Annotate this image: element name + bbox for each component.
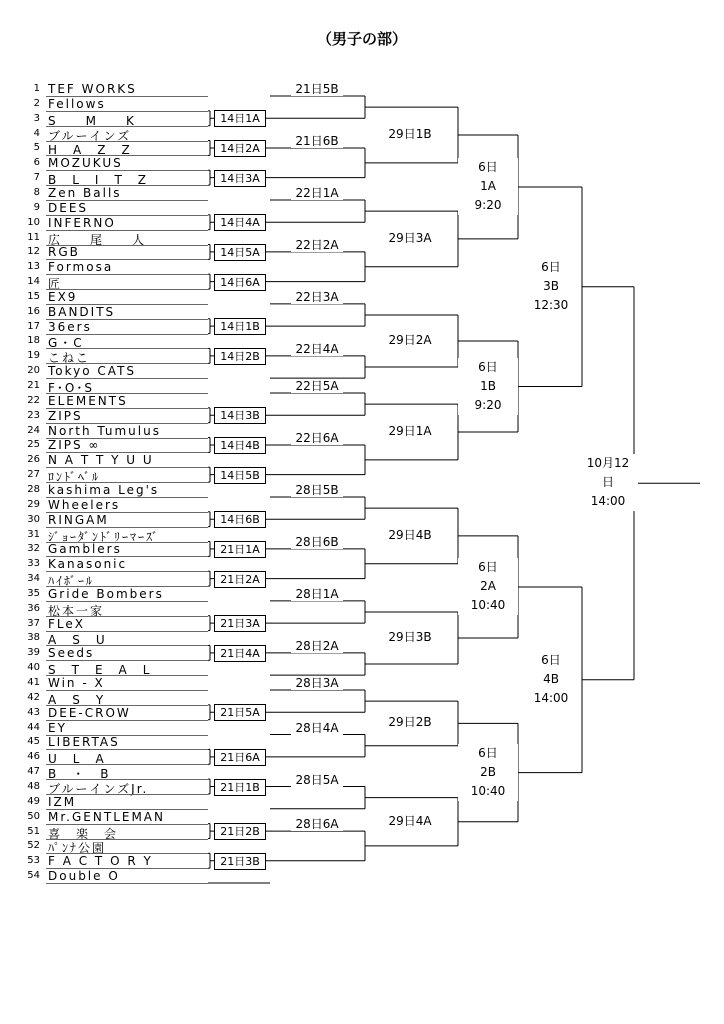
team-name: こねこ xyxy=(48,351,91,366)
team-number: 24 xyxy=(27,424,40,436)
team-name: EX9 xyxy=(48,289,78,304)
team-number: 20 xyxy=(27,365,40,377)
team-number: 31 xyxy=(27,528,40,540)
match-label-line: 6日 xyxy=(478,159,498,174)
team-name: EY xyxy=(48,720,67,735)
round2-match: 22日1A xyxy=(291,186,343,200)
team-number: 12 xyxy=(27,246,40,258)
team-name: North Tumulus xyxy=(48,423,161,438)
team-name: ﾊｲﾎﾞｰﾙ xyxy=(48,574,95,589)
match-label-line: 4B xyxy=(543,671,559,686)
match-label-line: 6日 xyxy=(541,652,561,667)
round1-match: 14日1B xyxy=(214,318,266,335)
team-name: 広 尾 人 xyxy=(48,232,147,247)
team-name: BANDITS xyxy=(48,304,116,319)
team-number: 2 xyxy=(33,97,40,109)
team-name: ZIPS ∞ xyxy=(48,438,101,453)
round2-match: 21日5B xyxy=(291,82,343,96)
round2-match: 28日5A xyxy=(291,773,343,787)
team-name: DEES xyxy=(48,200,89,215)
match-label-line: 9:20 xyxy=(474,197,502,212)
round2-match: 28日3A xyxy=(291,676,343,690)
team-name: B ・ B xyxy=(48,767,111,782)
team-number: 18 xyxy=(27,335,40,347)
team-name: A S U xyxy=(48,633,107,648)
team-number: 8 xyxy=(33,186,40,198)
team-number: 3 xyxy=(33,112,40,124)
round2-match: 28日6A xyxy=(291,817,343,831)
team-number: 37 xyxy=(27,617,40,629)
team-number: 11 xyxy=(27,231,40,243)
team-name: ブルーインズJr. xyxy=(48,781,149,796)
team-number: 50 xyxy=(27,810,40,822)
team-name: S M K xyxy=(48,113,136,128)
team-number: 28 xyxy=(27,483,40,495)
team-name: ELEMENTS xyxy=(48,393,128,408)
team-name: ZIPS xyxy=(48,408,83,423)
round2-match: 21日6B xyxy=(291,134,343,148)
round1-match: 21日2B xyxy=(214,823,266,840)
round1-match: 21日3A xyxy=(214,615,266,632)
team-name: U L A xyxy=(48,752,106,767)
team-number: 17 xyxy=(27,320,40,332)
match-label-line: 日 xyxy=(601,475,614,490)
team-number: 39 xyxy=(27,647,40,659)
team-number: 10 xyxy=(27,216,40,228)
team-number: 36 xyxy=(27,602,40,614)
match-label-line: 9:20 xyxy=(474,397,502,412)
round1-match: 21日6A xyxy=(214,749,266,766)
team-name: ﾊﾟﾝﾅ公園 xyxy=(48,841,107,856)
team-name: S T E A L xyxy=(48,663,152,678)
team-name: 36ers xyxy=(48,319,92,334)
round2-match: 28日2A xyxy=(291,639,343,653)
team-number: 7 xyxy=(33,172,40,184)
round1-match: 14日5B xyxy=(214,467,266,484)
team-number: 33 xyxy=(27,558,40,570)
round1-match: 14日5A xyxy=(214,244,266,261)
team-name: A S Y xyxy=(48,692,106,707)
team-number: 19 xyxy=(27,350,40,362)
team-number: 51 xyxy=(27,825,40,837)
match-label-line: 1A xyxy=(480,178,496,193)
team-number: 5 xyxy=(33,142,40,154)
team-name: DEE-CROW xyxy=(48,705,131,720)
team-name: Mr.GENTLEMAN xyxy=(48,809,165,824)
team-name: 匠 xyxy=(48,277,63,292)
final-match xyxy=(578,454,638,511)
team-number: 32 xyxy=(27,543,40,555)
team-number: 43 xyxy=(27,706,40,718)
team-number: 22 xyxy=(27,394,40,406)
team-name: MOZUKUS xyxy=(48,156,123,171)
round2-match: 28日6B xyxy=(291,535,343,549)
team-number: 53 xyxy=(27,855,40,867)
team-number: 49 xyxy=(27,795,40,807)
match-label-line: 6日 xyxy=(478,559,498,574)
team-name: Zen Balls xyxy=(48,185,122,200)
team-name: kashima Leg's xyxy=(48,482,160,497)
team-name: INFERNO xyxy=(48,215,116,230)
match-label-line: 14:00 xyxy=(533,690,569,705)
team-number: 47 xyxy=(27,766,40,778)
team-name: Seeds xyxy=(48,646,95,661)
team-name: H A Z Z xyxy=(48,143,132,158)
round1-match: 21日5A xyxy=(214,704,266,721)
round3-match: 29日4B xyxy=(385,528,435,542)
round4-match xyxy=(458,744,518,801)
round3-match: 29日1B xyxy=(385,127,435,141)
team-name: Fellows xyxy=(48,96,106,111)
team-number: 13 xyxy=(27,261,40,273)
team-name: 松本一家 xyxy=(48,603,105,618)
team-name: FLeX xyxy=(48,616,85,631)
round3-match: 29日2A xyxy=(385,333,435,347)
team-name: G・C xyxy=(48,336,84,351)
team-name: 喜 楽 会 xyxy=(48,826,119,841)
team-number: 26 xyxy=(27,454,40,466)
round3-match: 29日1A xyxy=(385,424,435,438)
round1-match: 14日4A xyxy=(214,214,266,231)
match-label-line: 6日 xyxy=(478,359,498,374)
team-number: 1 xyxy=(33,83,40,94)
round1-match: 14日3A xyxy=(214,170,266,187)
round2-match: 22日2A xyxy=(291,238,343,252)
page-title: （男子の部） xyxy=(316,30,407,48)
team-number: 35 xyxy=(27,587,40,599)
team-number: 42 xyxy=(27,691,40,703)
round3-match: 29日4A xyxy=(385,814,435,828)
round1-match: 21日3B xyxy=(214,853,266,870)
round2-match: 28日5B xyxy=(291,483,343,497)
team-name: Tokyo CATS xyxy=(48,364,137,379)
match-label-line: 10:40 xyxy=(470,597,506,612)
team-name: IZM xyxy=(48,794,77,809)
match-label-line: 12:30 xyxy=(533,297,569,312)
round1-match: 14日3B xyxy=(214,407,266,424)
match-label-line: 10:40 xyxy=(470,783,506,798)
team-name: Gride Bombers xyxy=(48,586,164,601)
team-number: 23 xyxy=(27,409,40,421)
match-label-line: 2A xyxy=(480,578,496,593)
team-name: RGB xyxy=(48,245,80,260)
round1-match: 14日6A xyxy=(214,274,266,291)
team-name: F･O･S xyxy=(48,381,94,395)
round2-match: 22日3A xyxy=(291,290,343,304)
round1-match: 21日1B xyxy=(214,779,266,796)
round3-match: 29日2B xyxy=(385,715,435,729)
team-name: B L I T Z xyxy=(48,173,149,188)
round1-match: 21日4A xyxy=(214,645,266,662)
team-number: 4 xyxy=(33,127,40,139)
match-label-line: 6日 xyxy=(478,745,498,760)
round2-match: 28日4A xyxy=(291,721,343,735)
round5-match xyxy=(521,651,581,708)
team-name: Gamblers xyxy=(48,542,122,557)
team-number: 46 xyxy=(27,751,40,763)
team-name: ｼﾞｮｰﾀﾞﾝﾄﾞﾘｰﾏｰｽﾞ xyxy=(48,529,161,544)
match-label-line: 3B xyxy=(543,278,559,293)
team-name: TEF WORKS xyxy=(48,82,137,96)
team-number: 45 xyxy=(27,736,40,748)
team-number: 30 xyxy=(27,513,40,525)
team-name: LIBERTAS xyxy=(48,735,120,750)
round1-match: 14日6B xyxy=(214,511,266,528)
team-number: 40 xyxy=(27,662,40,674)
round1-match: 21日1A xyxy=(214,541,266,558)
team-number: 15 xyxy=(27,290,40,302)
team-name: Wheelers xyxy=(48,497,121,512)
team-number: 52 xyxy=(27,840,40,852)
team-name: Formosa xyxy=(48,260,114,275)
team-name: Kanasonic xyxy=(48,557,128,572)
round5-match xyxy=(521,258,581,315)
round1-match: 21日2A xyxy=(214,571,266,588)
team-name: Win - X xyxy=(48,676,105,690)
team-number: 44 xyxy=(27,721,40,733)
round2-match: 22日4A xyxy=(291,342,343,356)
match-label-line: 1B xyxy=(480,378,496,393)
team-name: ブルーインズ xyxy=(48,128,132,143)
team-number: 14 xyxy=(27,276,40,288)
round2-match: 22日6A xyxy=(291,431,343,445)
round1-match: 14日4B xyxy=(214,437,266,454)
team-name: RINGAM xyxy=(48,512,109,527)
round1-match: 14日2B xyxy=(214,348,266,365)
match-label-line: 10月12 xyxy=(586,456,630,471)
round2-match: 28日1A xyxy=(291,587,343,601)
match-label-line: 2B xyxy=(480,764,496,779)
team-name: F A C T O R Y xyxy=(48,854,153,869)
round3-match: 29日3B xyxy=(385,630,435,644)
round3-match: 29日3A xyxy=(385,231,435,245)
team-number: 41 xyxy=(27,677,40,688)
team-name: Double O xyxy=(48,869,120,884)
team-number: 34 xyxy=(27,573,40,585)
team-number: 48 xyxy=(27,780,40,792)
round4-match xyxy=(458,358,518,415)
team-number: 25 xyxy=(27,439,40,451)
team-number: 54 xyxy=(27,870,40,882)
team-number: 16 xyxy=(27,305,40,317)
team-number: 6 xyxy=(33,157,40,169)
team-number: 38 xyxy=(27,632,40,644)
match-label-line: 6日 xyxy=(541,259,561,274)
team-number: 21 xyxy=(27,380,40,391)
round2-match: 22日5A xyxy=(291,379,343,393)
team-number: 27 xyxy=(27,469,40,481)
round4-match xyxy=(458,158,518,215)
team-name: N A T T Y U U xyxy=(48,453,154,468)
team-number: 9 xyxy=(33,201,40,213)
round1-match: 14日2A xyxy=(214,140,266,157)
team-number: 29 xyxy=(27,498,40,510)
round4-match xyxy=(458,558,518,615)
team-name: ﾛﾝﾄﾞﾍﾞﾙ xyxy=(48,470,101,485)
round1-match: 14日1A xyxy=(214,110,266,127)
match-label-line: 14:00 xyxy=(590,494,626,509)
